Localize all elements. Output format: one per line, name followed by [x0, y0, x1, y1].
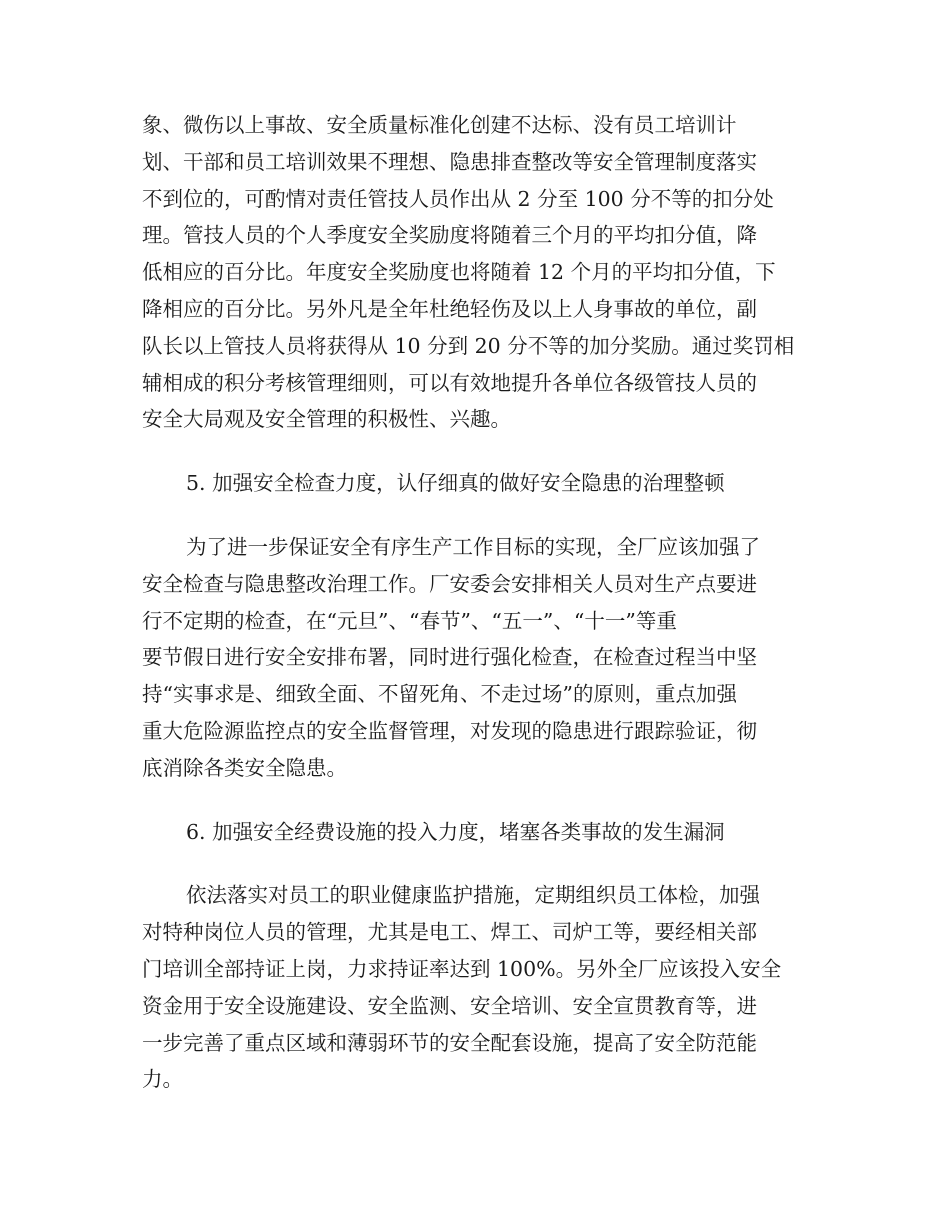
paragraph-line: 力。: [142, 1067, 183, 1092]
paragraph-line: 为了进一步保证安全有序生产工作目标的实现，全厂应该加强了: [186, 534, 760, 559]
paragraph-line: 依法落实对员工的职业健康监护措施，定期组织员工体检，加强: [186, 883, 760, 908]
paragraph-line: 一步完善了重点区域和薄弱环节的安全配套设施，提高了安全防范能: [142, 1030, 757, 1055]
paragraph-line: 理。管技人员的个人季度安全奖励度将随着三个月的平均扣分值，降: [142, 223, 757, 248]
paragraph-line: 象、微伤以上事故、安全质量标准化创建不达标、没有员工培训计: [142, 113, 737, 137]
paragraph-line: 安全大局观及安全管理的积极性、兴趣。: [142, 407, 511, 432]
paragraph-line: 降相应的百分比。另外凡是全年杜绝轻伤及以上人身事故的单位，副: [142, 296, 757, 321]
paragraph-spacing: [142, 850, 802, 877]
paragraph-line: 低相应的百分比。年度安全奖励度也将随着 12 个月的平均扣分值，下: [142, 260, 776, 285]
paragraph-2: [142, 529, 802, 787]
paragraph-spacing: [142, 787, 802, 814]
paragraph-spacing: [142, 502, 802, 529]
paragraph-line: 重大危险源监控点的安全监督管理，对发现的隐患进行跟踪验证，彻: [142, 718, 757, 743]
section-heading-5: 5. 加强安全检查力度，认仔细真的做好安全隐患的治理整顿: [186, 471, 725, 496]
paragraph-line: 门培训全部持证上岗，力求持证率达到 100%。另外全厂应该投入安全: [142, 956, 782, 981]
paragraph-line: 持“实事求是、细致全面、不留死角、不走过场”的原则，重点加强: [142, 682, 737, 707]
paragraph-line: 辅相成的积分考核管理细则，可以有效地提升各单位各级管技人员的: [142, 370, 757, 395]
document-body: [142, 107, 802, 1098]
paragraph-line: 划、干部和员工培训效果不理想、隐患排查整改等安全管理制度落实: [142, 149, 757, 174]
paragraph-line: 底消除各类安全隐患。: [142, 755, 347, 780]
paragraph-3: [142, 877, 802, 1098]
paragraph-line: 行不定期的检查，在“元旦”、“春节”、“五一”、“十一”等重: [142, 608, 677, 633]
paragraph-1: [142, 107, 802, 438]
paragraph-line: 对特种岗位人员的管理，尤其是电工、焊工、司炉工等，要经相关部: [142, 920, 757, 945]
paragraph-line: 不到位的，可酌情对责任管技人员作出从 2 分至 100 分不等的扣分处: [142, 186, 774, 211]
paragraph-spacing: [142, 438, 802, 465]
section-heading-6: 6. 加强安全经费设施的投入力度，堵塞各类事故的发生漏洞: [186, 819, 725, 844]
paragraph-line: 队长以上管技人员将获得从 10 分到 20 分不等的加分奖励。通过奖罚相: [142, 333, 795, 358]
paragraph-line: 资金用于安全设施建设、安全监测、安全培训、安全宣贯教育等，进: [142, 993, 757, 1018]
paragraph-line: 要节假日进行安全安排布署，同时进行强化检查，在检查过程当中坚: [142, 645, 757, 670]
paragraph-line: 安全检查与隐患整改治理工作。厂安委会安排相关人员对生产点要进: [142, 571, 757, 596]
